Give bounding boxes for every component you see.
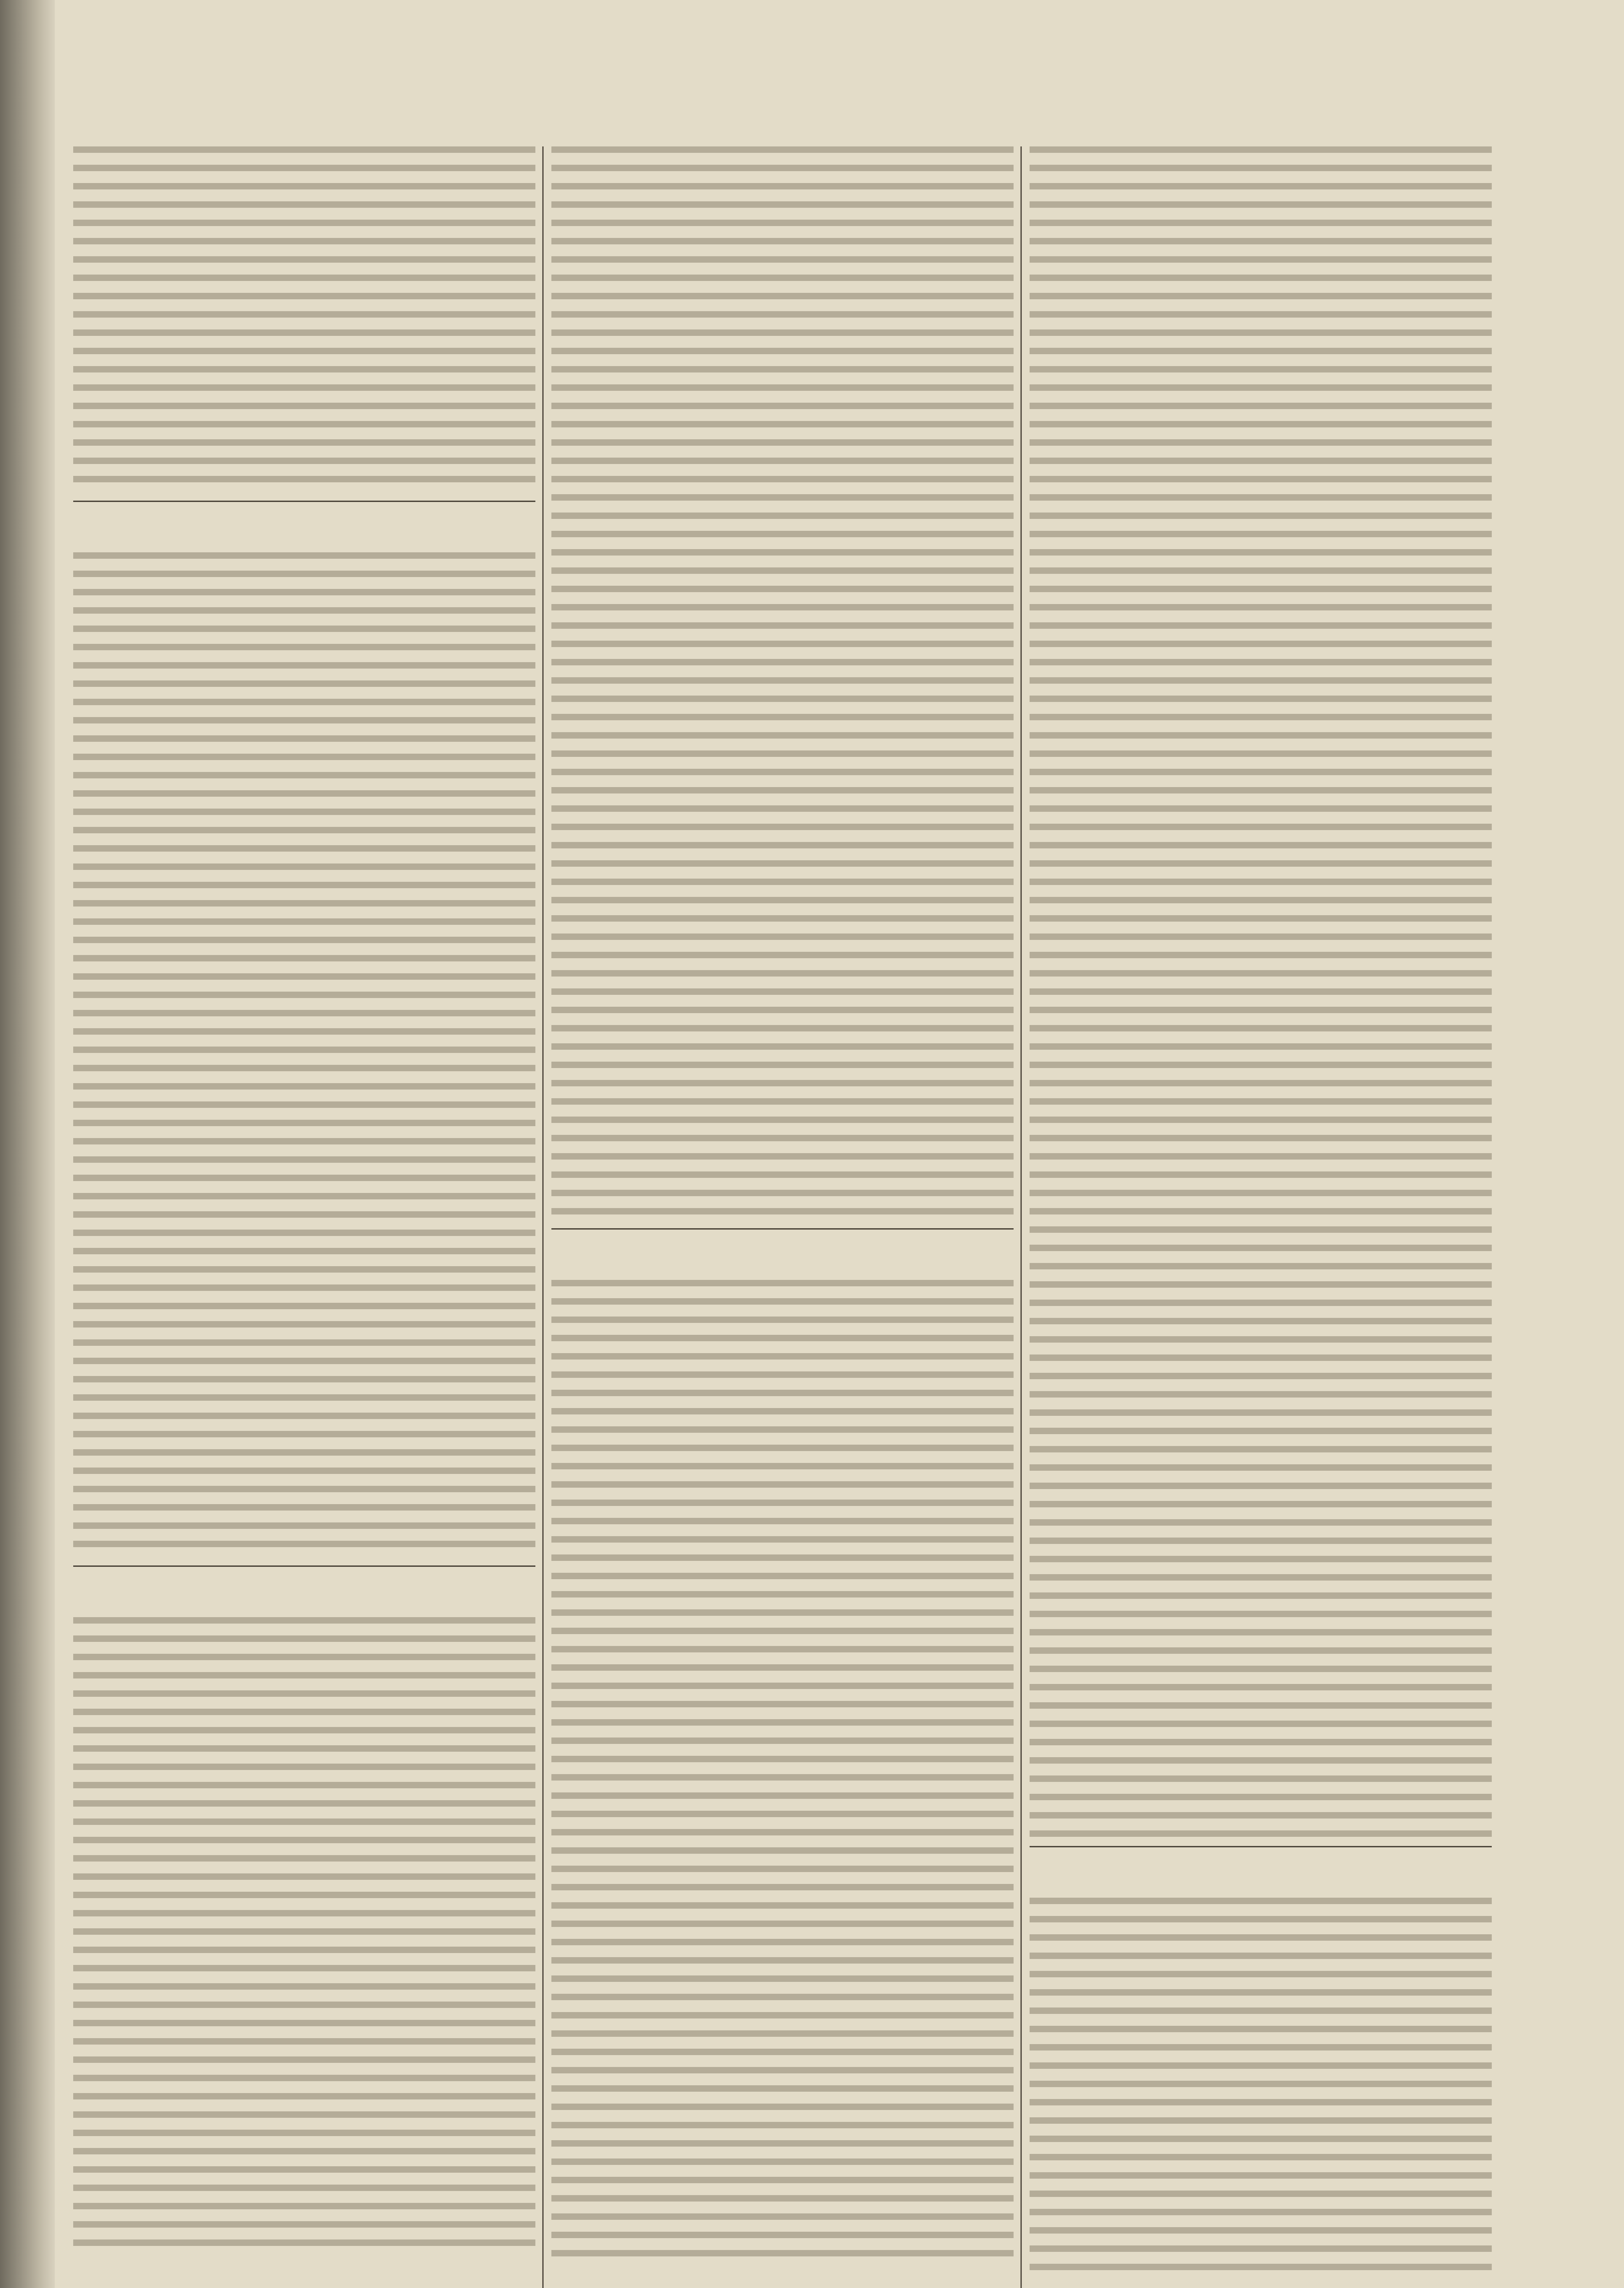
article-text xyxy=(551,1280,1014,2264)
column-2 xyxy=(551,146,1014,2288)
article-text xyxy=(1030,146,1492,1840)
page-gutter xyxy=(0,0,55,2288)
article-text xyxy=(551,146,1014,1222)
market-table-title xyxy=(1030,1861,1492,1889)
column-rule xyxy=(1020,146,1022,2288)
market-table xyxy=(1030,1898,1492,2273)
divider xyxy=(73,1565,535,1567)
article-text xyxy=(73,146,535,494)
column-3 xyxy=(1030,146,1492,2288)
divider xyxy=(551,1228,1014,1230)
divider xyxy=(73,501,535,502)
newspaper-page xyxy=(55,0,1624,2288)
article-heading xyxy=(551,1243,1014,1271)
divider xyxy=(1030,1846,1492,1847)
article-text xyxy=(73,552,535,1559)
article-text xyxy=(73,1617,535,2258)
column-rule xyxy=(542,146,544,2288)
market-table-area xyxy=(1030,1861,1492,2273)
article-heading xyxy=(73,516,535,543)
column-1 xyxy=(73,146,535,2288)
article-heading xyxy=(73,1581,535,1608)
